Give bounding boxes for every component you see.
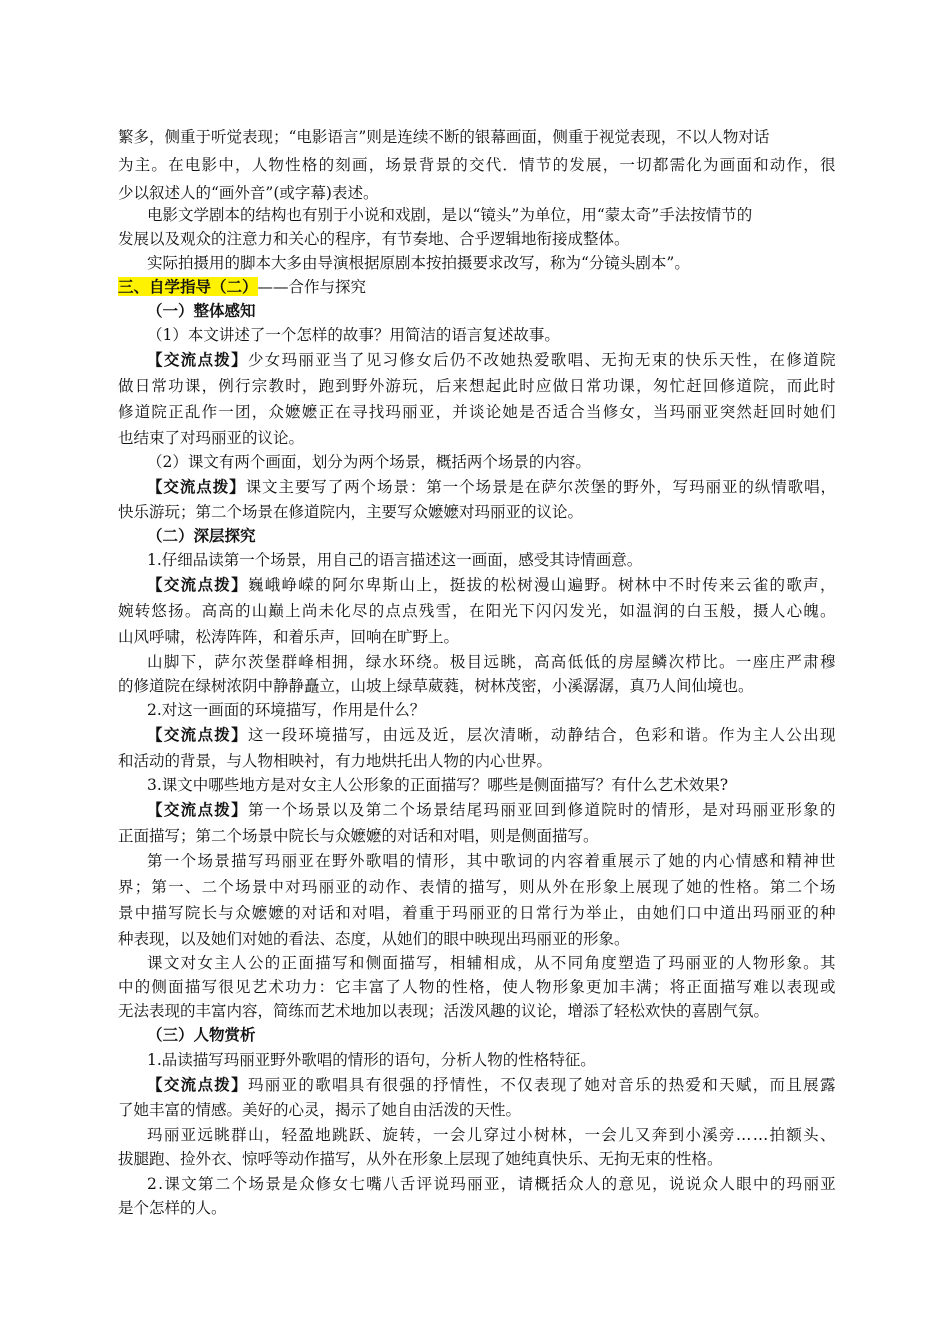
question: 2.对这一画面的环境描写，作用是什么？ [147,701,426,719]
paragraph-line: 实际拍摄用的脚本大多由导演根据原剧本按拍摄要求改写，称为“分镜头剧本”。 [147,254,690,272]
question: 2.课文第二个场景是众修女七嘴八舌评说玛丽亚，请概括众人的意见，说说众人眼中的玛丽亚 [147,1175,838,1193]
answer-label: 【交流点拨】 [147,350,248,369]
paragraph-line: 第一个场景描写玛丽亚在野外歌唱的情形，其中歌词的内容着重展示了她的内心情感和精神世 [147,852,837,870]
answer-line: 【交流点拨】第一个场景以及第二个场景结尾玛丽亚回到修道院时的情形，是对玛丽亚形象的 [147,800,837,819]
question: （2）课文有两个画面，划分为两个场景，概括两个场景的内容。 [147,453,591,471]
question: 3.课文中哪些地方是对女主人公形象的正面描写？哪些是侧面描写？有什么艺术效果? [147,776,729,794]
paragraph-line: 无法表现的丰富内容，简练而艺术地加以表现；活泼风趣的议论，增添了轻松欢快的喜剧气氛。 [118,1002,770,1020]
paragraph-line: 是个怎样的人。 [118,1199,227,1217]
answer-line: 【交流点拨】课文主要写了两个场景：第一个场景是在萨尔茨堡的野外，写玛丽亚的纵情歌唱， [147,477,837,496]
paragraph-line: 为主。在电影中，人物性格的刻画，场景背景的交代．情节的发展，一切都需化为画面和动作，很 [118,156,837,174]
subsection-heading: （二）深层探究 [147,526,256,545]
paragraph-line: 山脚下，萨尔茨堡群峰相拥，绿水环绕。极目远眺，高高低低的房屋鳞次栉比。一座庄严肃穆 [147,653,837,671]
answer-label: 【交流点拨】 [147,477,246,496]
paragraph-line: 发展以及观众的注意力和关心的程序，有节奏地、合乎逻辑地衔接成整体。 [118,230,630,248]
question: （1）本文讲述了一个怎样的故事？用简洁的语言复述故事。 [147,326,560,344]
paragraph-line: 种表现，以及她们对她的看法、态度，从她们的眼中映现出玛丽亚的形象。 [118,930,630,948]
answer-label: 【交流点拨】 [147,1075,248,1094]
section-heading-highlight: 三、自学指导（二） [118,277,258,296]
paragraph-line: 快乐游玩；第二个场景在修道院内，主要写众嬷嬷对玛丽亚的议论。 [118,503,584,521]
paragraph-line: 拔腿跑、捡外衣、惊呼等动作描写，从外在形象上层现了她纯真快乐、无拘无束的性格。 [118,1150,723,1168]
paragraph-line: 玛丽亚远眺群山，轻盈地跳跃、旋转，一会儿穿过小树林，一会儿又奔到小溪旁……拍额头、 [147,1126,837,1144]
paragraph-line: 界；第一、二个场景中对玛丽亚的动作、表情的描写，则从外在形象上展现了她的性格。第二个场 [118,878,837,896]
paragraph-line: 和活动的背景，与人物相映衬，有力地烘托出人物的内心世界。 [118,752,553,770]
subsection-heading: （一）整体感知 [147,301,256,320]
paragraph-line: 山风呼啸，松涛阵阵，和着乐声，回响在旷野上。 [118,628,460,646]
paragraph-line: 了她丰富的情感。美好的心灵，揭示了她自由活泼的天性。 [118,1101,522,1119]
paragraph-line: 少以叙述人的“画外音”(或字幕)表述。 [118,184,379,202]
paragraph-line: 正面描写；第二个场景中院长与众嬷嬷的对话和对唱，则是侧面描写。 [118,827,599,845]
paragraph-line: 繁多，侧重于听觉表现；“电影语言”则是连续不断的银幕画面，侧重于视觉表现，不以人物对话 [118,128,770,146]
answer-label: 【交流点拨】 [147,800,248,819]
paragraph-line: 中的侧面描写很见艺术功力：它丰富了人物的性格，使人物形象更加丰满；将正面描写难以表现或 [118,978,837,996]
paragraph-line: 电影文学剧本的结构也有别于小说和戏剧，是以“镜头”为单位，用“蒙太奇”手法按情节的 [147,206,753,224]
paragraph-line: 景中描写院长与众嬷嬷的对话和对唱，着重于玛丽亚的日常行为举止，由她们口中道出玛丽亚的种 [118,904,837,922]
section-heading [118,277,366,297]
paragraph-line: 的修道院在绿树浓阴中静静矗立，山坡上绿草葳蕤，树林茂密，小溪潺潺，真乃人间仙境也。 [118,677,754,695]
answer-line: 【交流点拨】少女玛丽亚当了见习修女后仍不改她热爱歌唱、无拘无束的快乐天性，在修道院 [147,350,837,369]
paragraph-line: 课文对女主人公的正面描写和侧面描写，相辅相成，从不同角度塑造了玛丽亚的人物形象。其 [147,954,837,972]
question: 1.仔细品读第一个场景，用自己的语言描述这一画面，感受其诗情画意。 [147,551,643,569]
answer-line: 【交流点拨】这一段环境描写，由远及近，层次清晰，动静结合，色彩和谐。作为主人公出现 [147,725,837,744]
subsection-heading: （三）人物赏析 [147,1025,256,1044]
answer-line: 【交流点拨】玛丽亚的歌唱具有很强的抒情性，不仅表现了她对音乐的热爱和天赋，而且展露 [147,1075,837,1094]
question: 1.品读描写玛丽亚野外歌唱的情形的语句，分析人物的性格特征。 [147,1051,596,1069]
paragraph-line: 也结束了对玛丽亚的议论。 [118,429,305,447]
paragraph-line: 做日常功课，例行宗教时，跑到野外游玩，后来想起此时应做日常功课，匆忙赶回修道院，而此时 [118,377,837,395]
paragraph-line: 婉转悠扬。高高的山巅上尚未化尽的点点残雪，在阳光下闪闪发光，如温润的白玉般，摄人心魄。 [118,602,837,620]
paragraph-line: 修道院正乱作一团，众嬷嬷正在寻找玛丽亚，并谈论她是否适合当修女，当玛丽亚突然赶回时她们 [118,403,837,421]
answer-label: 【交流点拨】 [147,725,248,744]
answer-line: 【交流点拨】巍峨峥嵘的阿尔卑斯山上，挺拔的松树漫山遍野。树林中不时传来云雀的歌声， [147,575,837,594]
answer-label: 【交流点拨】 [147,575,248,594]
section-heading-suffix: ——合作与探究 [257,278,367,296]
